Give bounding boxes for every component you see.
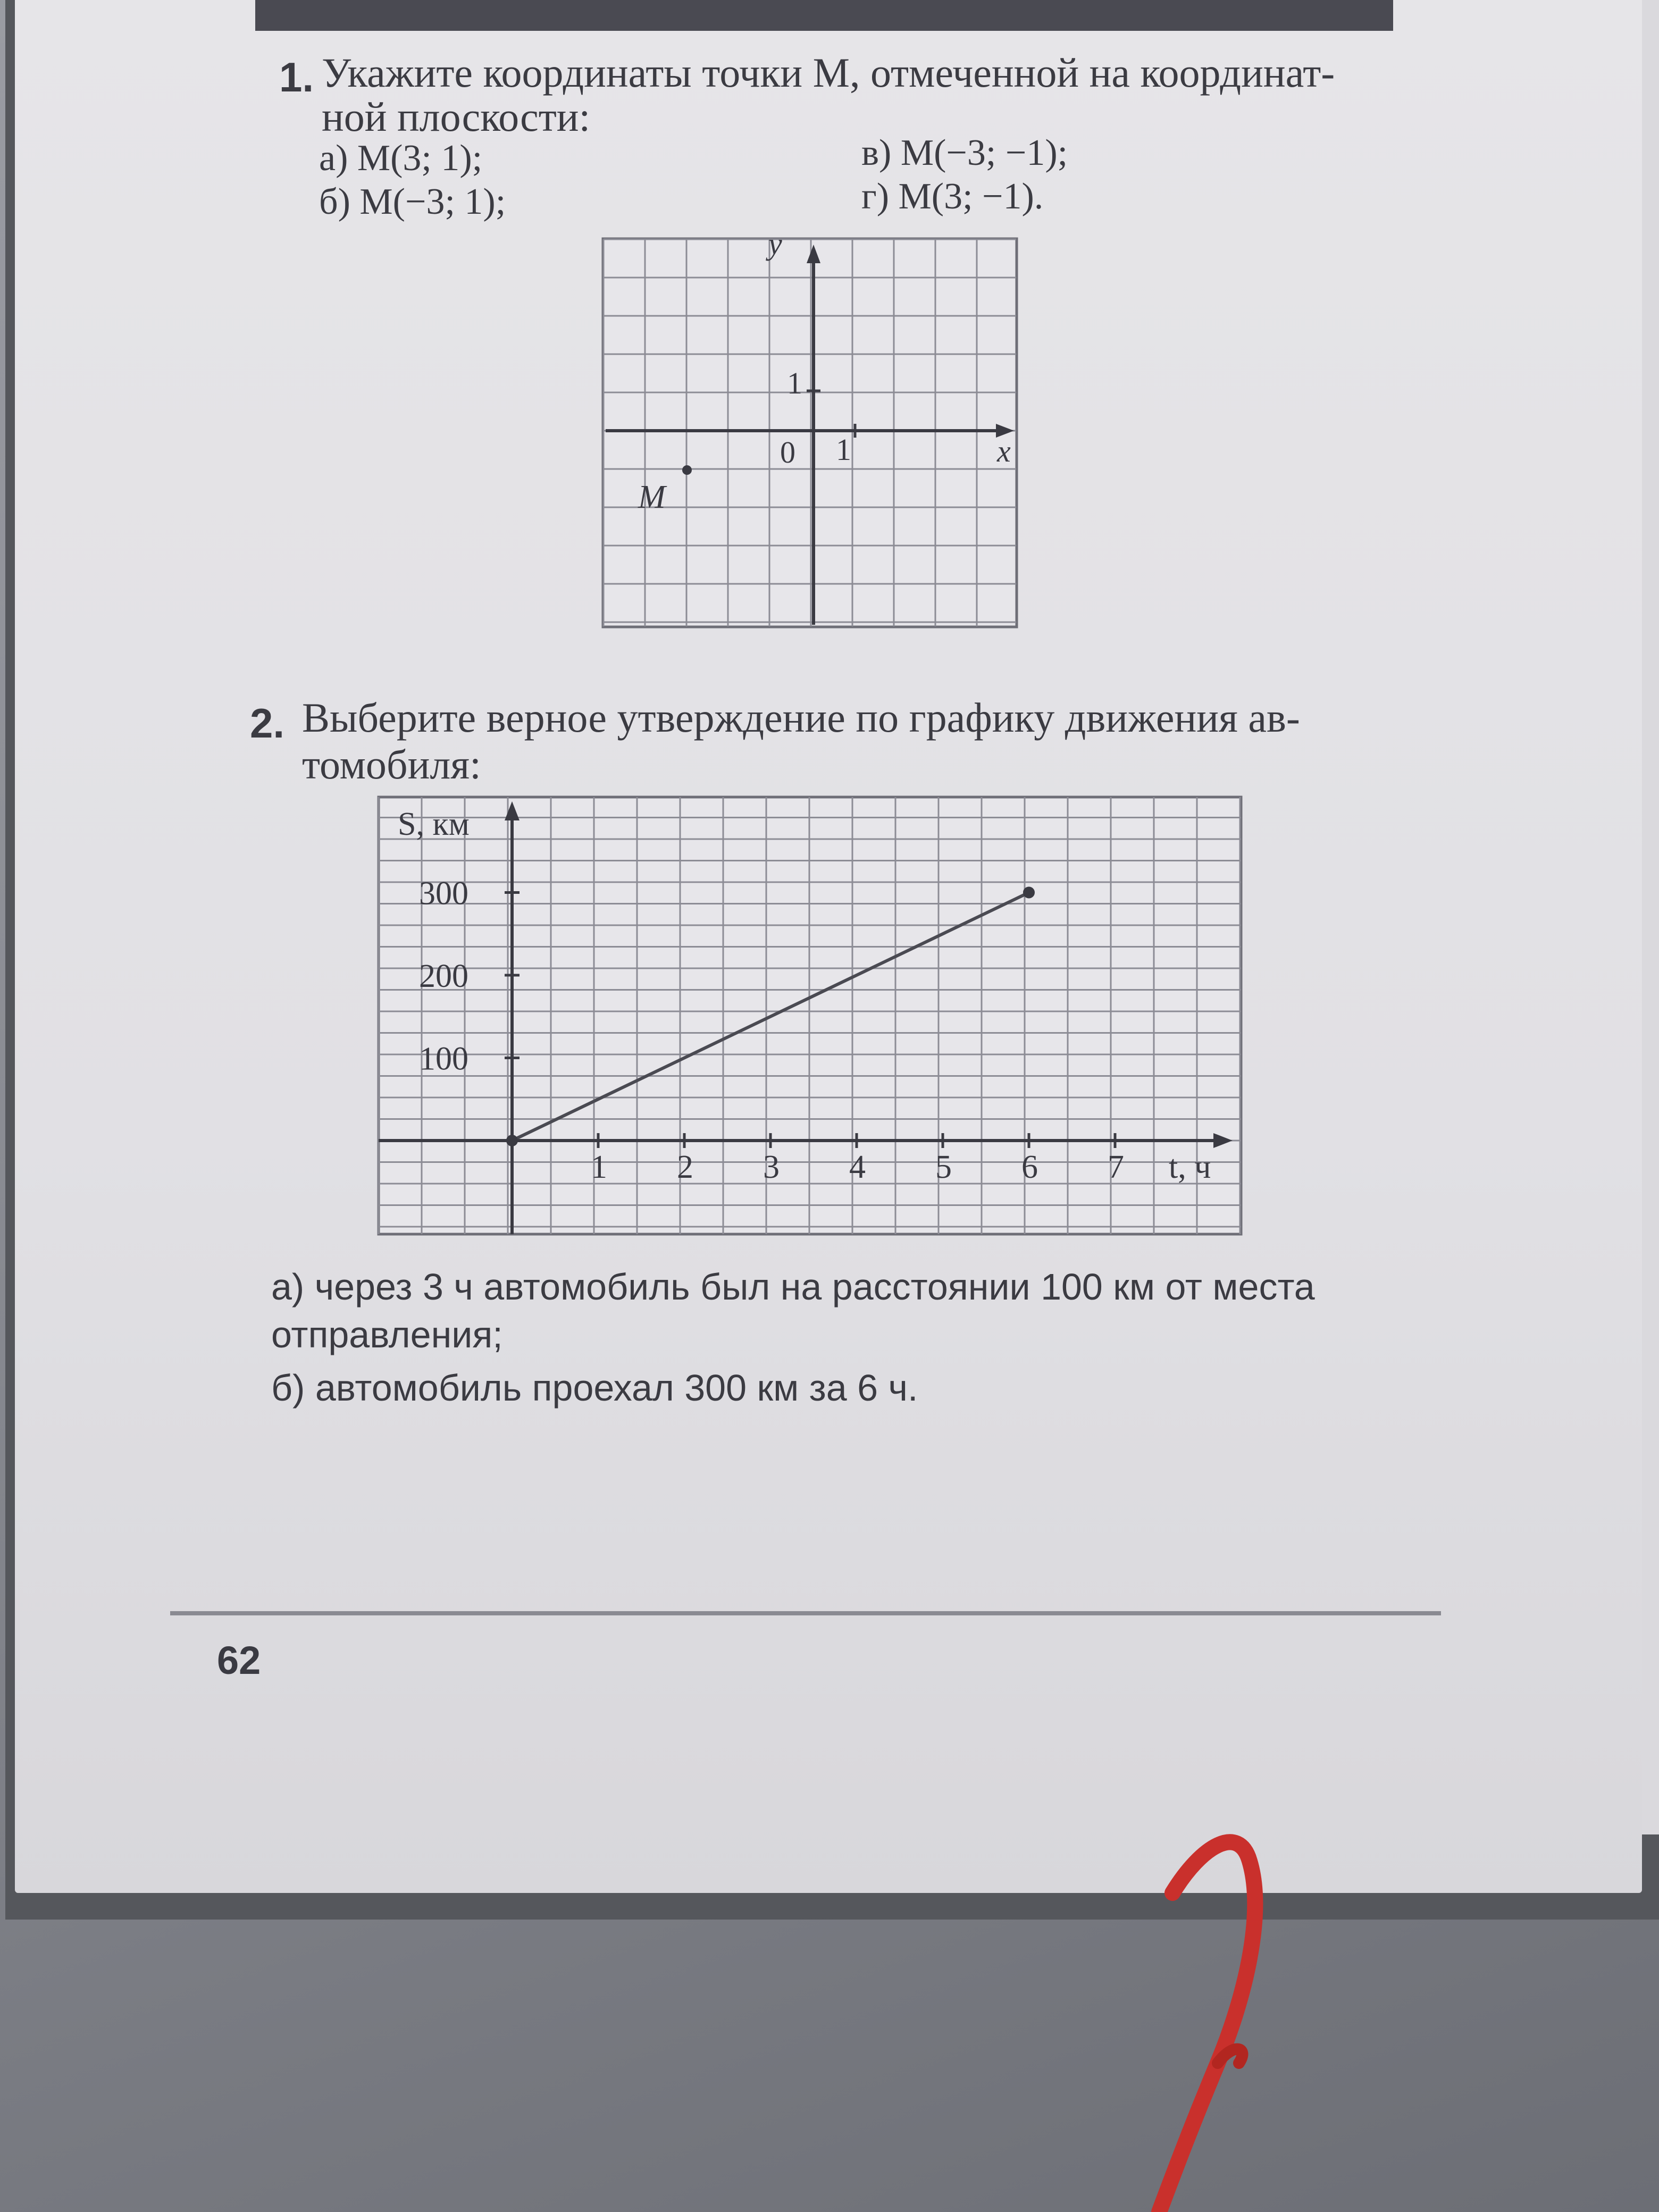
x-tick-label: 6 xyxy=(1021,1149,1038,1185)
x-tick-label: 4 xyxy=(849,1149,866,1185)
x-tick-label: 3 xyxy=(763,1149,780,1185)
data-point xyxy=(1023,887,1035,899)
footer-rule xyxy=(170,1611,1441,1615)
q2-text-line1: Выберите верное утверждение по графику движения ав- xyxy=(302,694,1300,741)
coordinate-plane-frame xyxy=(603,239,1017,627)
y-tick-label: 300 xyxy=(419,875,468,912)
x-unit-label: 1 xyxy=(836,432,851,467)
motion-chart xyxy=(376,795,1243,1236)
q1-option-b: б) M(−3; 1); xyxy=(319,181,506,222)
x-axis-label: t, ч xyxy=(1169,1149,1211,1185)
y-tick-label: 200 xyxy=(419,958,468,994)
x-tick-label: 7 xyxy=(1108,1149,1124,1185)
x-tick-label: 5 xyxy=(935,1149,952,1185)
y-tick-label: 100 xyxy=(419,1041,468,1077)
q2-option-b: б) автомобиль проехал 300 км за 6 ч. xyxy=(271,1367,918,1409)
q2-number: 2. xyxy=(250,700,285,747)
origin-label: 0 xyxy=(780,435,795,470)
x-tick-label: 1 xyxy=(591,1149,607,1185)
q1-text-line1: Укажите координаты точки M, отмеченной на координат- xyxy=(322,49,1335,96)
q1-option-a: а) M(3; 1); xyxy=(319,138,483,179)
q1-text-line2: ной плоскости: xyxy=(322,94,591,140)
q2-option-a-line1: а) через 3 ч автомобиль был на расстоянии 100 км от места xyxy=(271,1266,1315,1308)
page-number: 62 xyxy=(217,1638,261,1682)
top-band xyxy=(255,0,1393,31)
x-axis-label: x xyxy=(997,434,1011,468)
y-unit-label: 1 xyxy=(787,366,802,400)
q1-option-g: г) M(3; −1). xyxy=(861,176,1044,217)
point-m-label: M xyxy=(638,479,666,515)
point-m xyxy=(682,465,692,475)
q1-option-v: в) M(−3; −1); xyxy=(861,132,1068,173)
y-axis-label: y xyxy=(768,234,782,261)
q1-number: 1. xyxy=(279,54,314,100)
q2-option-a-line2: отправления; xyxy=(271,1314,503,1355)
coordinate-plane xyxy=(598,234,1024,638)
data-point xyxy=(506,1135,518,1146)
q2-text-line2: томобиля: xyxy=(302,741,481,787)
x-tick-label: 2 xyxy=(677,1149,693,1185)
y-axis-label: S, км xyxy=(398,806,470,842)
